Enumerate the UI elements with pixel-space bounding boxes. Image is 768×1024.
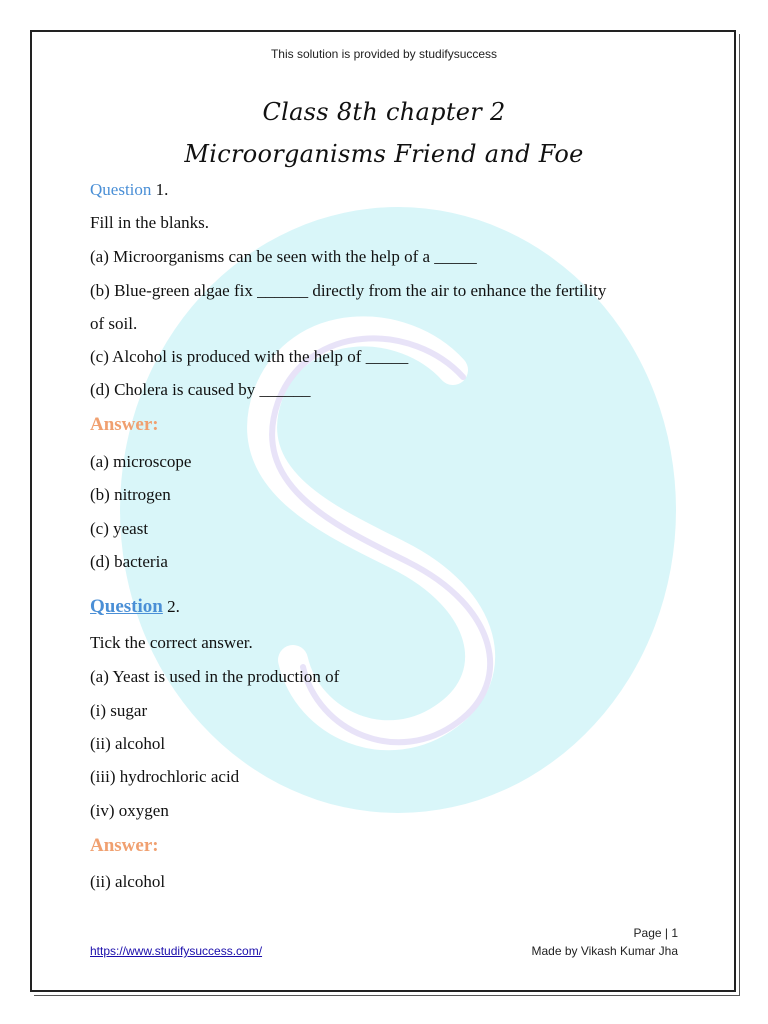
question-2-heading — [90, 596, 180, 618]
question-2-prompt: Tick the correct answer. — [90, 633, 253, 652]
option-item: (ii) alcohol — [90, 734, 166, 753]
answer-item: (c) yeast — [90, 519, 149, 538]
option-item: (iii) hydrochloric acid — [90, 767, 240, 786]
question-label: Question — [90, 180, 152, 199]
author-credit: Made by Vikash Kumar Jha — [531, 944, 678, 958]
question-1-item: (a) Microorganisms can be seen with the help of a _____ — [90, 247, 477, 266]
question-1-item: (b) Blue-green algae fix ______ directly from the air to enhance the fertility — [90, 281, 607, 300]
question-number: 2. — [162, 597, 180, 616]
option-item: (iv) oxygen — [90, 801, 169, 820]
answer-label: Answer: — [90, 835, 159, 856]
question-number: 1. — [151, 180, 169, 199]
answer-label: Answer: — [90, 414, 159, 435]
header-note: This solution is provided by studifysuccess — [270, 47, 498, 61]
chapter-subtitle: Microorganisms Friend and Foe — [184, 140, 584, 168]
question-label: Question — [90, 596, 163, 617]
question-2-stem: (a) Yeast is used in the production of — [90, 667, 340, 686]
question-1-item: (d) Cholera is caused by ______ — [90, 380, 311, 399]
option-item: (i) sugar — [90, 701, 148, 720]
answer-item: (d) bacteria — [90, 552, 168, 571]
question-1-prompt: Fill in the blanks. — [90, 213, 209, 232]
chapter-title: Class 8th chapter 2 — [262, 98, 506, 126]
question-1-heading — [90, 180, 168, 200]
answer-item: (a) microscope — [90, 452, 192, 471]
answer-item: (ii) alcohol — [90, 872, 166, 891]
page-number: Page | 1 — [633, 926, 678, 940]
answer-item: (b) nitrogen — [90, 485, 171, 504]
question-1-item: (c) Alcohol is produced with the help of _____ — [90, 347, 409, 366]
question-1-item: of soil. — [90, 314, 138, 333]
website-link[interactable]: https://www.studifysuccess.com/ — [90, 944, 263, 958]
